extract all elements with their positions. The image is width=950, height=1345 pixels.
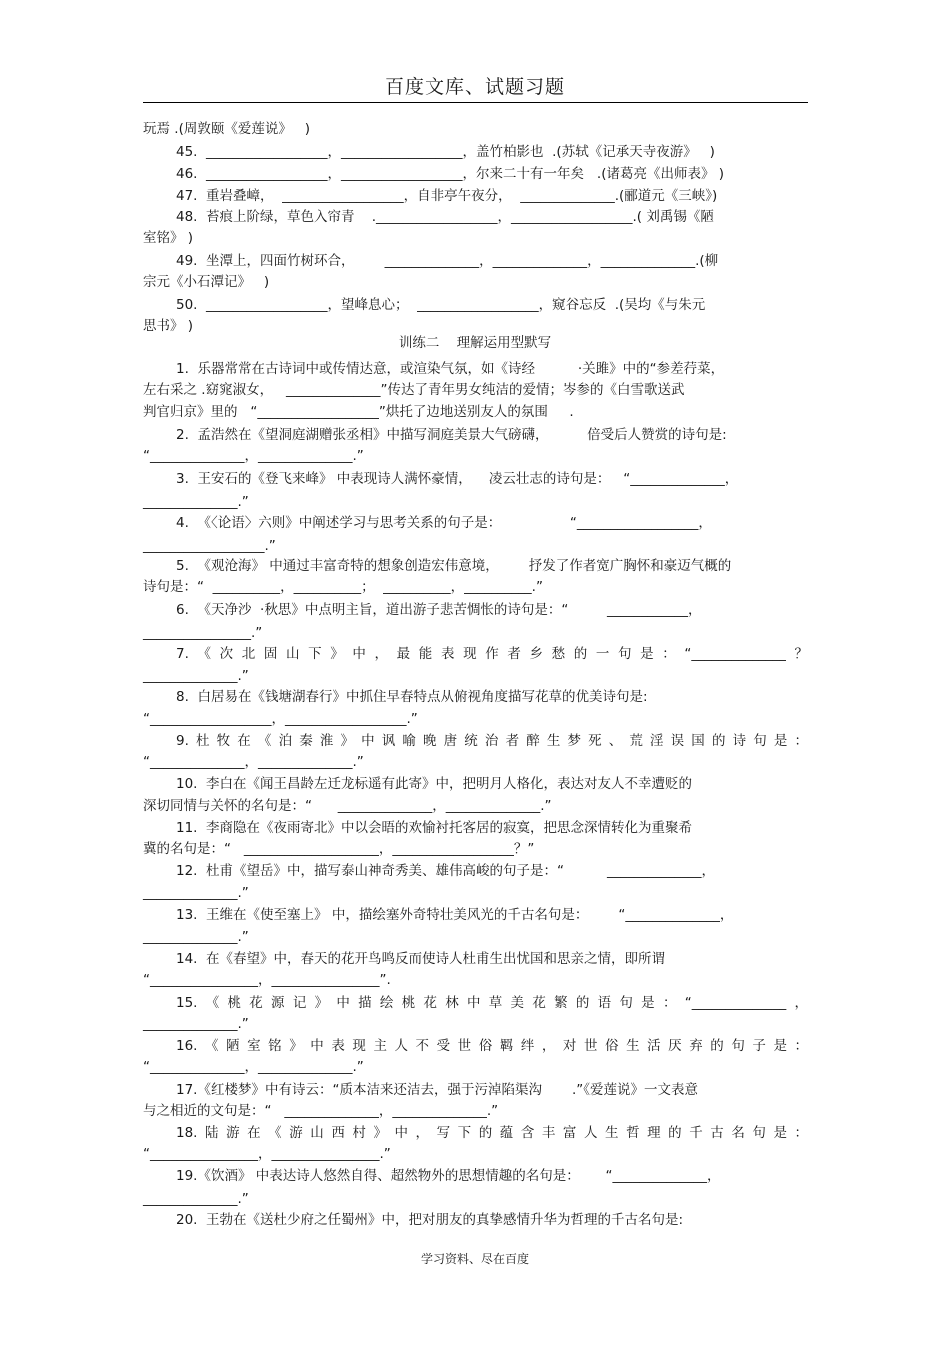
- item-14: 14. 在《春望》中，春天的花开鸟鸣反而使诗人杜甫生出忧国和思亲之情，即所谓: [176, 951, 666, 967]
- item-3-cont: ______________.”: [143, 494, 249, 510]
- question-46: 46. __________________，__________________，尔来二十有一年矣 .(诸葛亮《出师表》 ): [176, 166, 725, 182]
- header-title: 百度文库、试题习题: [384, 76, 565, 98]
- item-6: 6. 《天净沙 ·秋思》中点明主旨，道出游子悲苦惆怅的诗句是：“ ____________，: [176, 602, 702, 618]
- item-16-cont: “______________，______________.”: [143, 1059, 364, 1075]
- item-17-cont: 与之相近的文句是：“ ______________，______________.”: [143, 1103, 499, 1119]
- header-rule: [143, 102, 808, 103]
- item-11-cont: 冀的名句是：“ ____________________，__________________？”: [143, 841, 535, 857]
- text-line: 玩焉 .(周敦颐《爱莲说》 ): [143, 121, 310, 137]
- question-48-cont: 室铭》 ): [143, 230, 194, 246]
- item-7: 7.《次北固山下》中，最能表现作者乡愁的一句是：“______________？: [176, 646, 808, 662]
- section-title: 训练二 理解运用型默写: [398, 335, 552, 351]
- item-13: 13. 王维在《使至塞上》 中，描绘塞外奇特壮美风光的千古名句是： “______________，: [176, 907, 734, 923]
- footer-text: 学习资料、尽在百度: [420, 1252, 529, 1266]
- item-13-cont: ______________.”: [143, 929, 249, 945]
- item-9: 9.杜牧在《泊秦淮》中讽喻晚唐统治者醉生梦死、荒淫误国的诗句是：: [176, 733, 808, 749]
- item-4: 4. 《〈论语〉六则》中阐述学习与思考关系的句子是： “__________________，: [176, 515, 712, 531]
- item-2-cont: “______________，______________.”: [143, 448, 364, 464]
- item-8-cont: “__________________，__________________.”: [143, 711, 418, 727]
- question-45: 45. __________________，__________________，盖竹柏影也 .(苏轼《记承天寺夜游》 ): [176, 144, 715, 160]
- question-49-cont: 宗元《小石潭记》 ): [143, 274, 270, 290]
- item-8: 8. 白居易在《钱塘湖春行》中抓住早春特点从俯视角度描写花草的优美诗句是:: [176, 689, 648, 705]
- item-3: 3. 王安石的《登飞来峰》 中表现诗人满怀豪情， 凌云壮志的诗句是： “______________，: [176, 471, 739, 487]
- item-1-cont: 判官归京》里的 “__________________”烘托了边地送别友人的氛围 .: [143, 404, 574, 420]
- item-19-cont: ______________.”: [143, 1191, 249, 1207]
- item-19: 19.《饮酒》 中表达诗人悠然自得、超然物外的思想情趣的名句是： “______________，: [176, 1168, 721, 1184]
- question-50-cont: 思书》 ): [143, 318, 194, 334]
- item-11: 11. 李商隐在《夜雨寄北》中以会晤的欢愉衬托客居的寂寞，把思念深情转化为重聚希: [176, 820, 693, 836]
- item-5-cont: 诗句是：“ __________，__________； __________，__________.”: [143, 579, 543, 595]
- item-9-cont: “______________，______________.”: [143, 754, 364, 770]
- item-2: 2. 孟浩然在《望洞庭湖赠张丞相》中描写洞庭美景大气磅礴， 倍受后人赞赏的诗句是:: [176, 427, 727, 443]
- question-47: 47. 重岩叠嶂， __________________，自非亭午夜分， ______________.(郦道元《三峡》): [176, 188, 718, 204]
- item-17: 17.《红楼梦》中有诗云：“质本洁来还洁去，强于污淖陷渠沟 .”《爱莲说》一文表意: [176, 1082, 699, 1098]
- item-15-cont: ______________.”: [143, 1016, 249, 1032]
- item-16: 16.《陋室铭》中表现主人不受世俗羁绊，对世俗生活厌弃的句子是：: [176, 1038, 808, 1054]
- item-20: 20. 王勃在《送杜少府之任蜀州》中，把对朋友的真挚感情升华为哲理的千古名句是:: [176, 1212, 684, 1228]
- item-12: 12. 杜甫《望岳》中，描写泰山神奇秀美、雄伟高峻的句子是：“ ______________，: [176, 863, 715, 879]
- question-49: 49. 坐潭上，四面竹树环合， ______________，______________，______________.(柳: [176, 253, 719, 269]
- item-1: 1. 乐器常常在古诗词中或传情达意，或渲染气氛，如《诗经 ·关雎》中的“参差荇菜，: [176, 361, 725, 377]
- item-4-cont: __________________.”: [143, 538, 276, 554]
- item-14-cont: “________________，________________”.: [143, 972, 391, 988]
- item-10-cont: 深切同情与关怀的名句是：“ ______________，______________.”: [143, 798, 552, 814]
- item-5: 5. 《观沧海》 中通过丰富奇特的想象创造宏伟意境， 抒发了作者宽广胸怀和豪迈气概的: [176, 558, 732, 574]
- item-18-cont: “________________，________________.”: [143, 1146, 391, 1162]
- item-6-cont: ________________.”: [143, 625, 263, 641]
- item-15: 15.《桃花源记》中描绘桃花林中草美花繁的语句是：“______________，: [176, 995, 808, 1011]
- item-12-cont: ______________.”: [143, 885, 249, 901]
- question-48: 48. 苔痕上阶绿，草色入帘青 .__________________，__________________.( 刘禹锡《陋: [176, 209, 714, 225]
- item-7-cont: ______________.”: [143, 668, 249, 684]
- item-18: 18.陆游在《游山西村》中，写下的蕴含丰富人生哲理的千古名句是：: [176, 1125, 808, 1141]
- question-50: 50. __________________，望峰息心； __________________，窥谷忘反 .(吴均《与朱元: [176, 297, 706, 313]
- item-1-cont: 左右采之 .窈窕淑女， ______________”传达了青年男女纯洁的爱情；岑参的《白雪歌送武: [143, 382, 685, 398]
- item-10: 10. 李白在《闻王昌龄左迁龙标遥有此寄》中，把明月人格化，表达对友人不幸遭贬的: [176, 776, 693, 792]
